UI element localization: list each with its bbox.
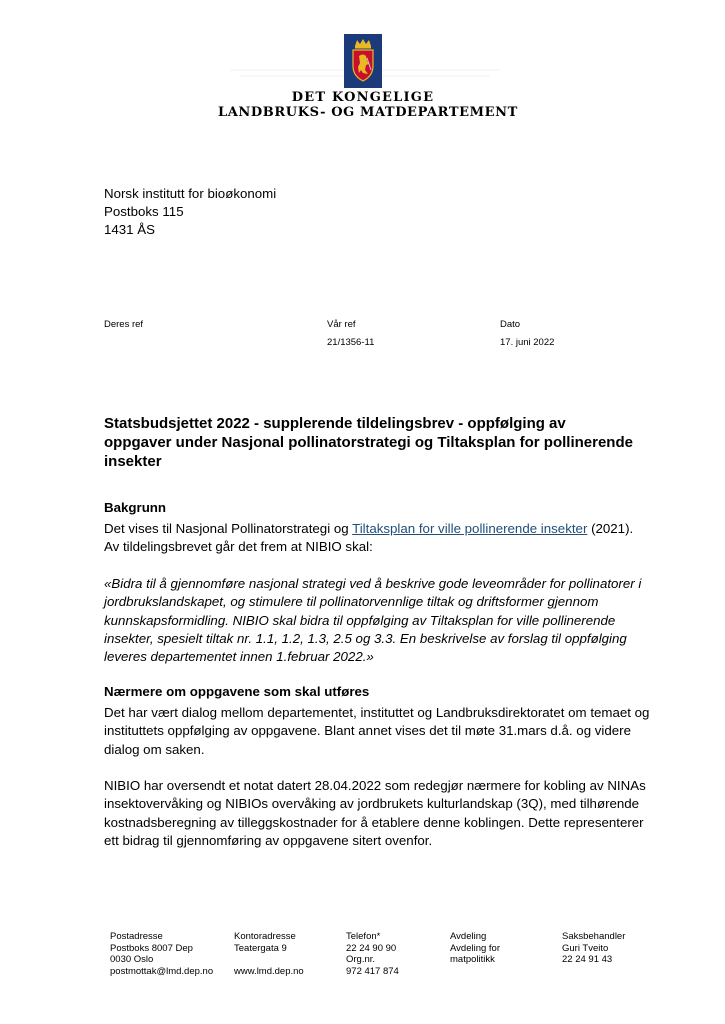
section-heading-oppgavene: Nærmere om oppgavene som skal utføres [104, 684, 370, 699]
section1-text-after-link: (2021). [587, 521, 634, 536]
footer-telefon [346, 931, 399, 977]
ministry-name-line2: LANDBRUKS- OG MATDEPARTEMENT [218, 105, 518, 120]
ministry-name-line1: DET KONGELIGE [291, 90, 435, 105]
recipient-postcode: 1431 ÅS [104, 222, 156, 237]
var-ref-label: Vår ref [327, 319, 356, 330]
recipient-address [104, 185, 276, 239]
section2-paragraph2: NIBIO har oversendt et notat datert 28.04.2022 som redegjør nærmere for kobling av NINAs insektovervåking og NIBIOs overvåking av jordbrukets kulturlandskap (3Q), med tilhørende kostnadsberegning av tilleggskostnader for å etablere denne koblingen. Dette representerer ett bidrag til gjennomføring av oppgavene sitert ovenfor. [104, 778, 646, 848]
recipient-postbox: Postboks 115 [104, 204, 184, 219]
footer-text: Guri Tveito [562, 942, 609, 954]
footer-text: Teatergata 9 [234, 942, 287, 954]
footer-text: 22 24 91 43 [562, 954, 613, 965]
footer-avdeling [450, 931, 500, 966]
quoted-assignment: «Bidra til å gjennomføre nasjonal strategi ved å beskrive gode leveområder for pollinatorer i jordbrukslandskapet, og stimulere til pollinatorvennlige tiltak og driftsformer gjennom kunnskapsformidling. NIBIO skal bidra til oppfølging av Tiltaksplan for ville pollinerende insekter, spesielt tiltak nr. 1.1, 1.2, 1.3, 2.5 og 3.3. En beskrivelse av forslag til oppfølging leveres departementet innen 1.februar 2022.» [104, 576, 642, 665]
footer-text [234, 954, 304, 966]
footer-text: matpolitikk [450, 954, 495, 965]
footer-text: Telefon* [346, 931, 381, 942]
footer-text: 22 24 90 90 [346, 942, 397, 954]
dato-value: 17. juni 2022 [500, 337, 555, 348]
section1-text-before-link: Det vises til Nasjonal Pollinatorstrategi og [104, 521, 353, 536]
document-title: Statsbudsjettet 2022 - supplerende tildelingsbrev - oppfølging av oppgaver under Nasjonal pollinatorstrategi og Tiltaksplan for pollinerende insekter [104, 415, 633, 470]
footer-text: Saksbehandler [562, 931, 626, 942]
section1-paragraph [104, 520, 664, 557]
section2-paragraph1: Det har vært dialog mellom departementet, instituttet og Landbruksdirektoratet om temaet og instituttets oppfølging av oppgavene. Blant annet vises det til møte 31.mars d.å. og videre dialog om saken. [104, 705, 650, 757]
footer-text: Kontoradresse [234, 931, 296, 942]
footer-text: Postboks 8007 Dep [110, 942, 193, 954]
var-ref-value: 21/1356-11 [327, 337, 375, 348]
footer-text: 0030 Oslo [110, 954, 154, 965]
recipient-name: Norsk institutt for bioøkonomi [104, 186, 277, 201]
footer-text: 972 417 874 [346, 965, 399, 977]
footer-website: www.lmd.dep.no [234, 965, 304, 977]
footer-text: Avdeling [450, 931, 487, 942]
deres-ref-label: Deres ref [104, 319, 144, 330]
coat-of-arms-icon [344, 34, 382, 88]
footer-postadresse [110, 931, 213, 977]
ministry-logo [218, 34, 518, 120]
dato-label: Dato [500, 319, 521, 330]
footer-kontoradresse [234, 931, 304, 977]
section1-line2: Av tildelingsbrevet går det frem at NIBIO skal: [104, 539, 373, 555]
footer-text: Postadresse [110, 931, 163, 942]
tiltaksplan-link[interactable]: Tiltaksplan for ville pollinerende insekter [352, 521, 588, 536]
section-heading-bakgrunn: Bakgrunn [104, 500, 167, 515]
footer-saksbehandler [562, 931, 625, 966]
footer-email: postmottak@lmd.dep.no [110, 965, 214, 977]
footer-text: Avdeling for [450, 942, 500, 954]
footer-text: Org.nr. [346, 954, 376, 965]
